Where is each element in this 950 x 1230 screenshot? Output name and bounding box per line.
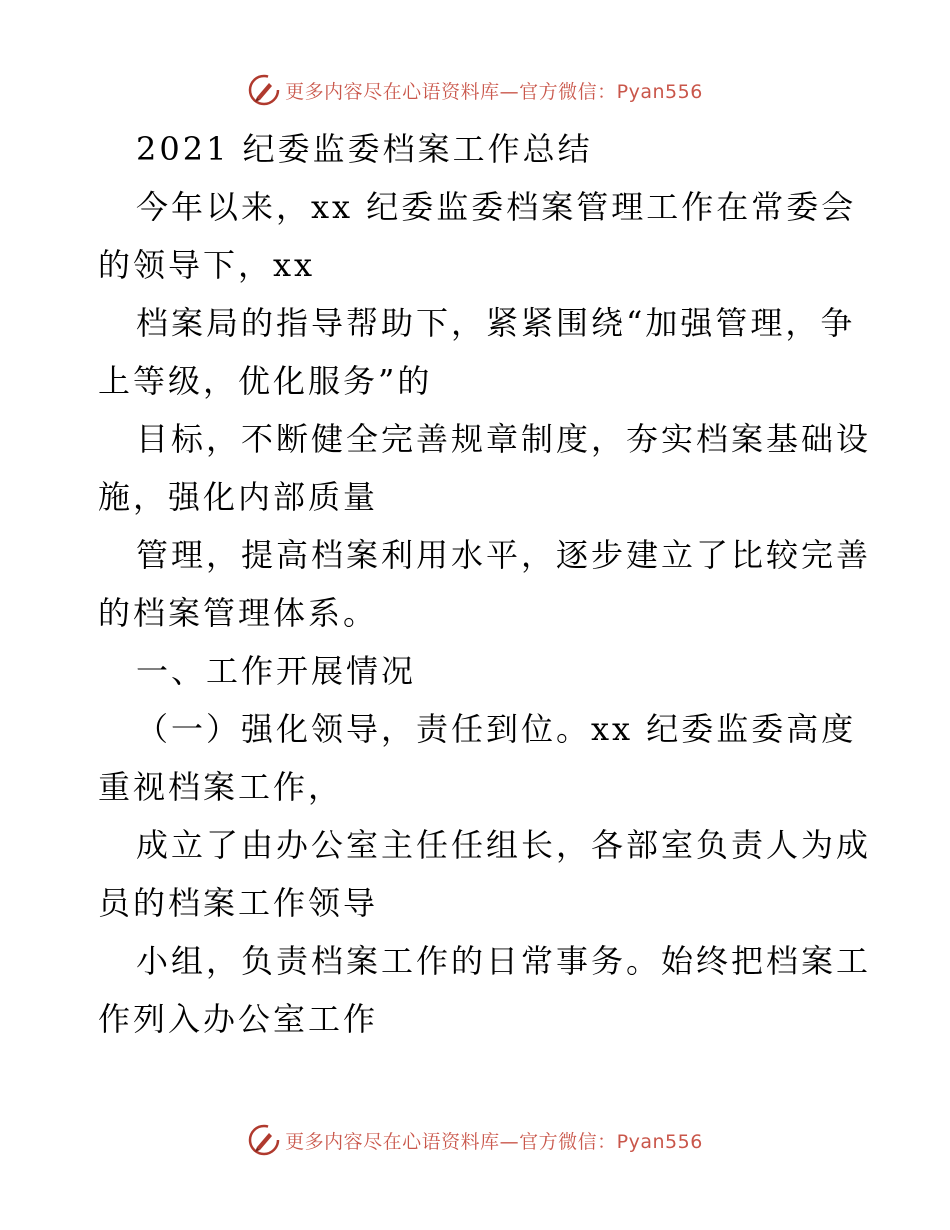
text-line: 今年以来，xx 纪委监委档案管理工作在常委会 (136, 188, 857, 226)
text-line: 作列入办公室工作 (98, 1000, 379, 1038)
text-line: 目标，不断健全完善规章制度，夯实档案基础设 (136, 420, 872, 458)
text-line: 小组，负责档案工作的日常事务。始终把档案工 (136, 942, 872, 980)
text-line: （一）强化领导，责任到位。xx 纪委监委高度 (136, 710, 857, 748)
text-line: 员的档案工作领导 (98, 884, 379, 922)
watermark-banner-bottom (0, 1120, 950, 1160)
pen-logo-icon (247, 73, 281, 107)
text-line: 的领导下，xx (98, 246, 316, 284)
text-line: 档案局的指导帮助下，紧紧围绕“加强管理，争 (136, 304, 856, 342)
text-line: 施，强化内部质量 (98, 478, 379, 516)
watermark-text: 更多内容尽在心语资料库—官方微信：Pyan556 (285, 1130, 703, 1153)
watermark-text: 更多内容尽在心语资料库—官方微信：Pyan556 (285, 80, 703, 103)
text-line: 的档案管理体系。 (98, 594, 379, 632)
watermark-banner-top (0, 70, 950, 110)
text-line: 成立了由办公室主任任组长，各部室负责人为成 (136, 826, 872, 864)
text-line: 管理，提高档案利用水平，逐步建立了比较完善 (136, 536, 872, 574)
text-line: 重视档案工作， (98, 768, 344, 806)
text-line: 2021 纪委监委档案工作总结 (136, 130, 593, 168)
text-line: 上等级，优化服务”的 (98, 362, 433, 400)
pen-logo-icon (247, 1123, 281, 1157)
document-body (98, 120, 872, 1048)
text-line: 一、工作开展情况 (136, 652, 417, 690)
